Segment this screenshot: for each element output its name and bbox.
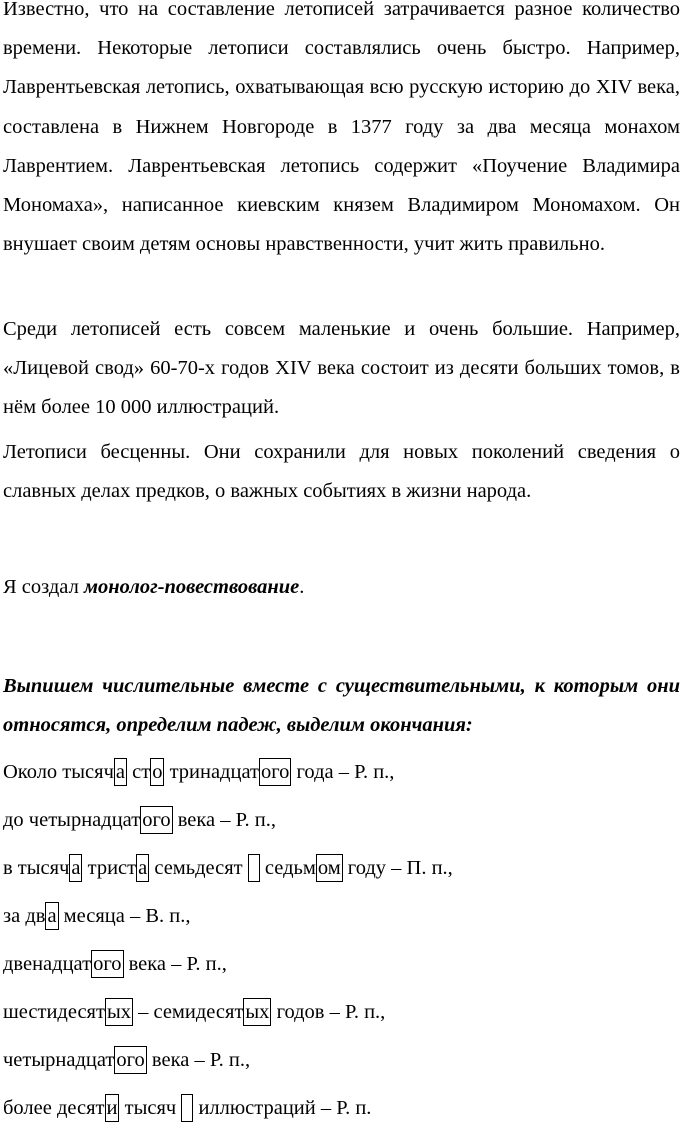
- ending-box: ого: [140, 806, 172, 834]
- word-text: иллюстраций – Р. п.: [193, 1097, 372, 1119]
- ending-box: а: [136, 854, 149, 882]
- word-text: трист: [82, 857, 137, 879]
- numeral-line-4: [3, 901, 191, 931]
- word-text: в тысяч: [3, 857, 70, 879]
- word-text: века – Р. п.,: [172, 809, 276, 831]
- word-text: месяца – В. п.,: [58, 905, 191, 927]
- word-text: ст: [127, 761, 151, 783]
- intro-paragraph: Известно, что на составление летописей затрачивается разное количество времени. Некоторые летописи составлялись очень быстро. Например, Лаврентьевская летопись, охватывающая всю русскую историю до XIV века, составлена в Нижнем Новгороде в 1377 году за два месяца монахом Лаврентием. Лаврентьевская летопись содержит «Поучение Владимира Мономаха», написанное киевским князем Владимиром Мономахом. Он внушает своим детям основы нравственности, учит жить правильно.: [3, 0, 680, 256]
- numeral-line-1: [3, 757, 394, 787]
- word-text: тринадцат: [164, 761, 259, 783]
- word-text: века – Р. п.,: [146, 1049, 251, 1071]
- ending-box: а: [114, 758, 127, 786]
- numeral-line-2: [3, 805, 276, 835]
- ending-box: ых: [243, 998, 271, 1026]
- value-paragraph: Летописи бесценны. Они сохранили для новых поколений сведения о славных делах предков, о важных событиях в жизни народа.: [3, 441, 680, 503]
- word-text: века – Р. п.,: [123, 953, 227, 975]
- zero-ending-box: [248, 854, 260, 882]
- word-text: Около тысяч: [3, 761, 114, 783]
- word-text: году – П. п.,: [342, 857, 453, 879]
- word-text: седьм: [259, 857, 316, 879]
- word-text: четырнадцат: [3, 1049, 115, 1071]
- ending-box: ом: [316, 854, 343, 882]
- numeral-line-7: [3, 1045, 250, 1075]
- summary-emphasis: монолог-повествование: [83, 576, 300, 598]
- word-text: – семидесят: [132, 1001, 244, 1023]
- task-heading: Выпишем числительные вместе с существительными, к которым они относятся, определим падеж, выделим окончания:: [3, 675, 680, 737]
- word-text: тысяч: [119, 1097, 182, 1119]
- word-text: годов – Р. п.,: [271, 1001, 386, 1023]
- ending-box: о: [150, 758, 164, 786]
- word-text: за дв: [3, 905, 46, 927]
- word-text: двенадцат: [3, 953, 92, 975]
- numeral-line-8: [3, 1093, 371, 1123]
- numeral-line-3: [3, 853, 453, 883]
- ending-box: ого: [91, 950, 123, 978]
- numeral-line-5: [3, 949, 227, 979]
- word-text: шестидесят: [3, 1001, 105, 1023]
- ending-box: а: [69, 854, 82, 882]
- summary-suffix: .: [299, 576, 305, 598]
- ending-box: а: [45, 902, 58, 930]
- word-text: более десят: [3, 1097, 105, 1119]
- ending-box: ого: [114, 1046, 146, 1074]
- zero-ending-box: [181, 1094, 193, 1122]
- ending-box: ых: [105, 998, 133, 1026]
- summary-line: [3, 568, 304, 607]
- ending-box: и: [105, 1094, 120, 1122]
- ending-box: ого: [259, 758, 291, 786]
- svod-paragraph: Среди летописей есть совсем маленькие и очень большие. Например, «Лицевой свод» 60-70-х годов XIV века состоит из десяти больших томов, в нём более 10 000 иллюстраций.: [3, 318, 680, 419]
- numeral-line-6: [3, 997, 385, 1027]
- word-text: года – Р. п.,: [291, 761, 395, 783]
- word-text: семьдесят: [149, 857, 248, 879]
- summary-prefix: Я создал: [3, 576, 84, 598]
- word-text: до четырнадцат: [3, 809, 141, 831]
